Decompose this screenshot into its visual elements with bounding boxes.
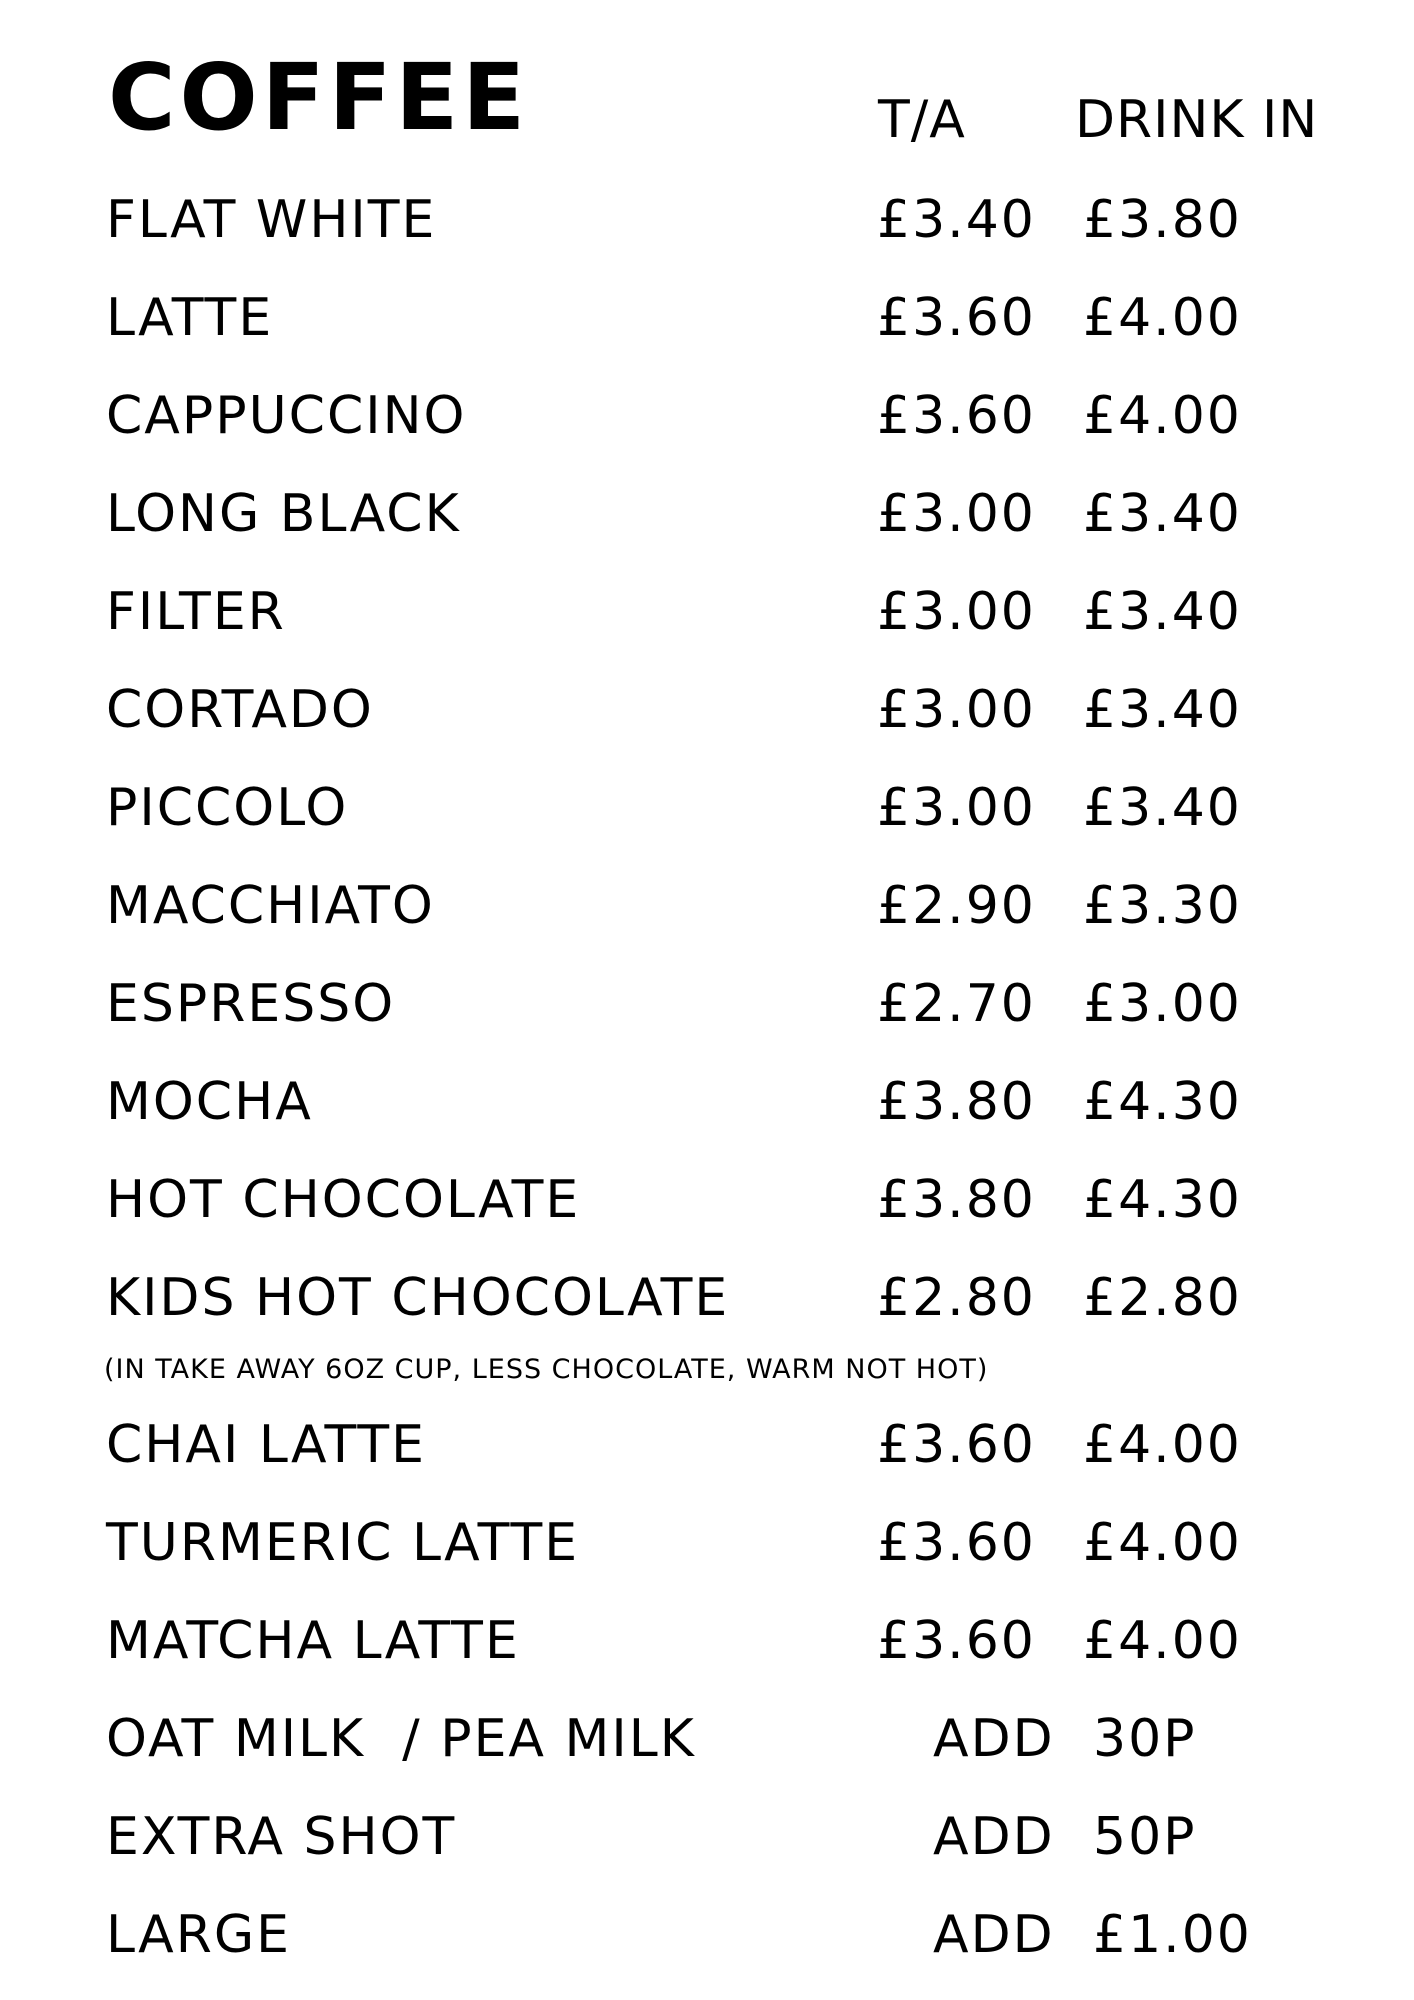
- extra-item-alt-milk: [0, 1704, 1414, 1774]
- extra-name: EXTRA SHOT: [106, 1807, 457, 1867]
- item-price-takeaway: £3.00: [877, 582, 1036, 642]
- item-price-takeaway: £3.60: [877, 1415, 1036, 1475]
- menu-item-turmeric-latte: [0, 1508, 1414, 1578]
- menu-item-cortado: [0, 675, 1414, 745]
- item-price-drink-in: £3.40: [1083, 680, 1242, 740]
- item-price-takeaway: £3.60: [877, 288, 1036, 348]
- kids-hot-chocolate-note: (IN TAKE AWAY 6OZ CUP, LESS CHOCOLATE, WARM NOT HOT): [104, 1354, 989, 1385]
- extra-price: 50P: [1093, 1807, 1197, 1867]
- item-price-drink-in: £4.00: [1083, 386, 1242, 446]
- item-name: LATTE: [106, 288, 274, 348]
- item-price-takeaway: £3.80: [877, 1072, 1036, 1132]
- item-price-takeaway: £3.40: [877, 190, 1036, 250]
- item-price-takeaway: £2.90: [877, 876, 1036, 936]
- item-name: FLAT WHITE: [106, 190, 437, 250]
- item-price-drink-in: £4.00: [1083, 1513, 1242, 1573]
- item-price-takeaway: £3.00: [877, 484, 1036, 544]
- item-price-drink-in: £4.30: [1083, 1170, 1242, 1230]
- item-name: CHAI LATTE: [106, 1415, 427, 1475]
- item-price-drink-in: £4.00: [1083, 288, 1242, 348]
- menu-item-hot-chocolate: [0, 1165, 1414, 1235]
- extra-add-label: ADD: [933, 1807, 1055, 1867]
- menu-title: COFFEE: [108, 44, 530, 151]
- extra-add-label: ADD: [933, 1905, 1055, 1965]
- item-name: FILTER: [106, 582, 286, 642]
- extra-item-large: [0, 1900, 1414, 1970]
- item-name: TURMERIC LATTE: [106, 1513, 580, 1573]
- item-name: LONG BLACK: [106, 484, 461, 544]
- extra-item-extra-shot: [0, 1802, 1414, 1872]
- menu-item-espresso: [0, 969, 1414, 1039]
- item-name: KIDS HOT CHOCOLATE: [106, 1268, 730, 1328]
- menu-item-macchiato: [0, 871, 1414, 941]
- column-header-drink-in: DRINK IN: [1075, 90, 1319, 150]
- item-price-takeaway: £2.80: [877, 1268, 1036, 1328]
- item-price-drink-in: £3.00: [1083, 974, 1242, 1034]
- menu-item-mocha: [0, 1067, 1414, 1137]
- item-price-takeaway: £3.00: [877, 778, 1036, 838]
- item-price-drink-in: £3.40: [1083, 778, 1242, 838]
- item-price-drink-in: £3.80: [1083, 190, 1242, 250]
- column-header-takeaway: T/A: [878, 90, 966, 150]
- menu-item-filter: [0, 577, 1414, 647]
- item-name: ESPRESSO: [106, 974, 396, 1034]
- item-price-takeaway: £3.00: [877, 680, 1036, 740]
- item-price-drink-in: £3.40: [1083, 484, 1242, 544]
- menu-item-piccolo: [0, 773, 1414, 843]
- item-name: PICCOLO: [106, 778, 349, 838]
- menu-item-latte: [0, 283, 1414, 353]
- extra-add-label: ADD: [933, 1709, 1055, 1769]
- menu-item-chai-latte: [0, 1410, 1414, 1480]
- extra-price: £1.00: [1093, 1905, 1252, 1965]
- item-price-drink-in: £4.00: [1083, 1611, 1242, 1671]
- menu-item-matcha-latte: [0, 1606, 1414, 1676]
- item-name: CAPPUCCINO: [106, 386, 467, 446]
- item-name: MATCHA LATTE: [106, 1611, 520, 1671]
- menu-item-kids-hot-chocolate: [0, 1263, 1414, 1333]
- item-price-drink-in: £2.80: [1083, 1268, 1242, 1328]
- item-price-takeaway: £2.70: [877, 974, 1036, 1034]
- extra-price: 30P: [1093, 1709, 1197, 1769]
- item-price-drink-in: £4.00: [1083, 1415, 1242, 1475]
- extra-name: LARGE: [106, 1905, 292, 1965]
- item-name: MACCHIATO: [106, 876, 435, 936]
- item-price-takeaway: £3.60: [877, 386, 1036, 446]
- item-name: CORTADO: [106, 680, 374, 740]
- item-price-drink-in: £3.30: [1083, 876, 1242, 936]
- item-price-takeaway: £3.60: [877, 1513, 1036, 1573]
- item-price-takeaway: £3.80: [877, 1170, 1036, 1230]
- menu-item-long-black: [0, 479, 1414, 549]
- menu-item-cappuccino: [0, 381, 1414, 451]
- item-price-drink-in: £4.30: [1083, 1072, 1242, 1132]
- item-name: HOT CHOCOLATE: [106, 1170, 581, 1230]
- menu-item-flat-white: [0, 185, 1414, 255]
- item-price-drink-in: £3.40: [1083, 582, 1242, 642]
- item-name: MOCHA: [106, 1072, 313, 1132]
- item-price-takeaway: £3.60: [877, 1611, 1036, 1671]
- extra-name: OAT MILK / PEA MILK: [106, 1709, 696, 1769]
